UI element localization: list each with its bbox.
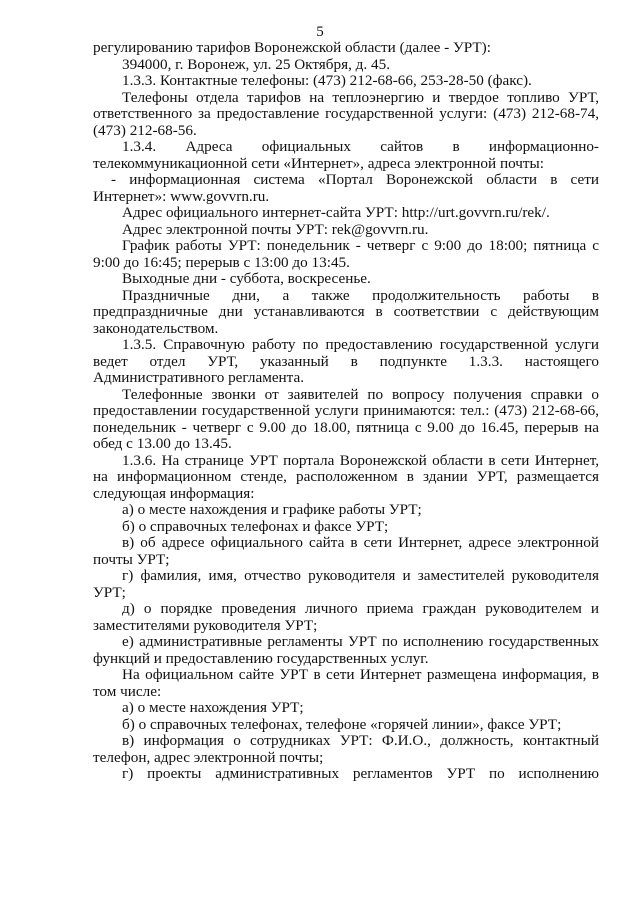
- text-line: е) административные регламенты УРТ по исполнению государственных: [122, 634, 599, 650]
- text-line: том числе:: [93, 682, 162, 700]
- text-line: График работы УРТ: понедельник - четверг с 9:00 до 18:00; пятница с: [122, 238, 599, 254]
- page-number: 5: [316, 24, 324, 40]
- text-line: предпраздничные дни устанавливаются в соответствии с действующим: [93, 304, 599, 320]
- text-line: Административного регламента.: [93, 369, 305, 386]
- text-line: б) о справочных телефонах, телефоне «горячей линии», факсе УРТ;: [122, 715, 562, 733]
- text-line: телекоммуникационной сети «Интернет», адреса электронной почты:: [93, 154, 544, 172]
- text-line: в) об адресе официального сайта в сети Интернет, адресе электронной: [122, 535, 599, 551]
- text-line: 1.3.6. На странице УРТ портала Воронежской области в сети Интернет,: [122, 452, 599, 469]
- text-line: телефон, адрес электронной почты;: [93, 748, 324, 766]
- text-line: обед с 13.00 до 13.45.: [93, 435, 232, 452]
- text-line: в) информация о сотрудниках УРТ: Ф.И.О., должность, контактный: [122, 733, 599, 749]
- text-line: г) проекты административных регламентов УРТ по исполнению: [122, 766, 599, 782]
- text-line: заместителями руководителя УРТ;: [93, 616, 318, 634]
- text-line: Телефоны отдела тарифов на теплоэнергию и твердое топливо УРТ,: [122, 89, 599, 106]
- text-line: 394000, г. Воронеж, ул. 25 Октября, д. 45.: [122, 55, 390, 73]
- text-line: законодательством.: [93, 319, 219, 337]
- text-line: на информационном стенде, расположенном в здании УРТ, размещается: [93, 469, 599, 485]
- text-line: 1.3.3. Контактные телефоны: (473) 212-68-66, 253-28-50 (факс).: [122, 72, 532, 89]
- text-line: функций и предоставлению государственных услуг.: [93, 649, 429, 667]
- text-line: понедельник - четверг с 9.00 до 18.00, пятница с 9.00 до 16.45, перерыв на: [93, 419, 599, 436]
- text-line: Адрес электронной почты УРТ: rek@govvrn.ru.: [122, 220, 429, 238]
- text-line: На официальном сайте УРТ в сети Интернет размещена информация, в: [122, 667, 599, 683]
- text-line: д) о порядке проведения личного приема граждан руководителем и: [122, 601, 599, 617]
- text-line: следующая информация:: [93, 484, 255, 502]
- text-line: почты УРТ;: [93, 550, 170, 568]
- text-line: 1.3.4. Адреса официальных сайтов в информационно-: [122, 139, 599, 155]
- text-line: Праздничные дни, а также продолжительность работы в: [122, 287, 599, 304]
- text-line: а) о месте нахождения и графике работы УРТ;: [122, 501, 422, 518]
- text-line: Адрес официального интернет-сайта УРТ: http://urt.govvrn.ru/rek/.: [122, 204, 550, 221]
- text-line: ответственного за предоставление государственной услуги: (473) 212-68-74,: [93, 106, 599, 122]
- text-line: б) о справочных телефонах и факсе УРТ;: [122, 517, 389, 535]
- text-line: - информационная система «Портал Воронежской области в сети: [111, 172, 599, 188]
- text-line: регулированию тарифов Воронежской области (далее - УРТ):: [93, 39, 491, 56]
- text-line: предоставлении государственной услуги принимаются: тел.: (473) 212-68-66,: [93, 403, 599, 419]
- text-line: 1.3.5. Справочную работу по предоставлению государственной услуги: [122, 337, 599, 353]
- text-line: УРТ;: [93, 583, 126, 601]
- text-line: Выходные дни - суббота, воскресенье.: [122, 270, 371, 287]
- text-line: 9:00 до 16:45; перерыв с 13:00 до 13:45.: [93, 253, 350, 271]
- text-line: (473) 212-68-56.: [93, 121, 197, 139]
- text-line: а) о месте нахождения УРТ;: [122, 699, 304, 716]
- text-line: г) фамилия, имя, отчество руководителя и заместителей руководителя: [122, 568, 599, 584]
- document-body: [93, 40, 599, 783]
- text-line: Телефонные звонки от заявителей по вопросу получения справки о: [122, 386, 599, 403]
- text-line: ведет отдел УРТ, указанный в подпункте 1.3.3. настоящего: [93, 353, 599, 370]
- text-line: Интернет»: www.govvrn.ru.: [93, 187, 270, 205]
